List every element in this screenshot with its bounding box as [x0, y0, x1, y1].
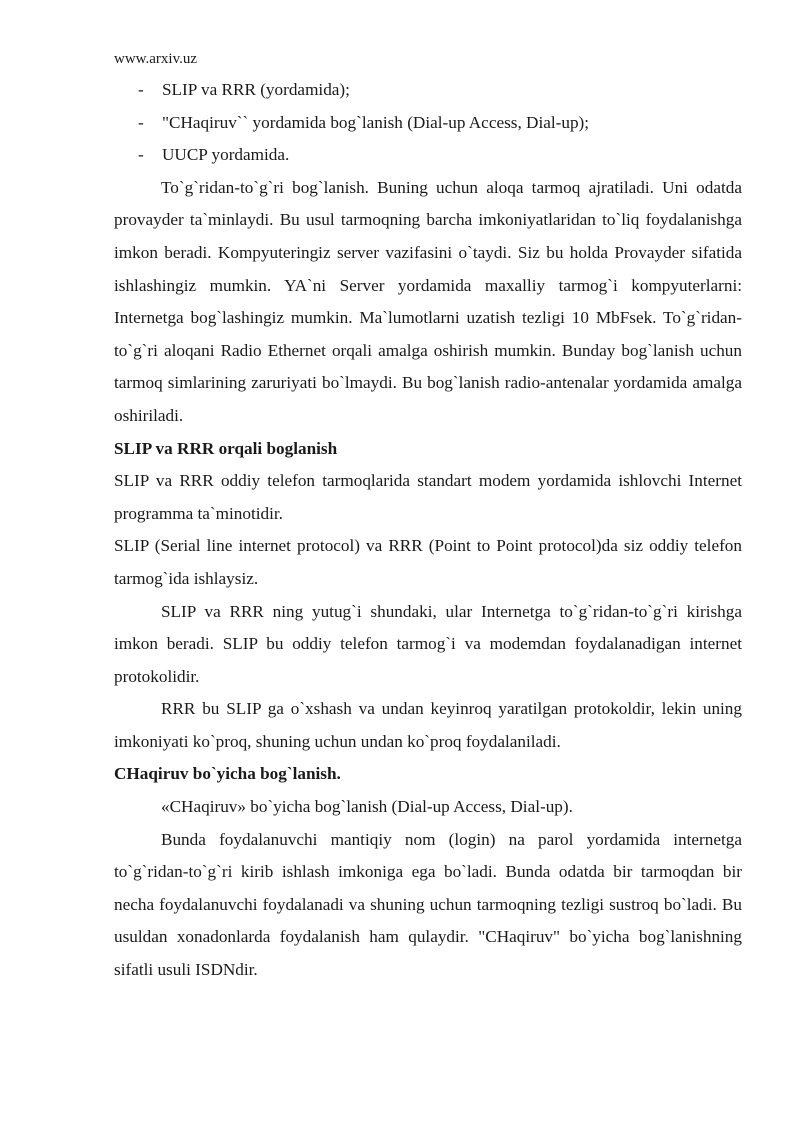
- bullet-item-uucp: [114, 139, 742, 172]
- site-header: www.arxiv.uz: [114, 51, 198, 67]
- section-heading-dialup: CHaqiruv bo`yicha bog`lanish.: [114, 764, 341, 784]
- paragraph-slip-1: SLIP va RRR oddiy telefon tarmoqlarida standart modem yordamida ishlovchi Internet programma ta`minotidir.: [114, 471, 742, 523]
- paragraph-direct-connection: To`g`ridan-to`g`ri bog`lanish. Buning uchun aloqa tarmoq ajratiladi. Uni odatda provayder ta`minlaydi. Bu usul tarmoqning barcha imkoniyatlaridan to`liq foydalanishga imkon beradi. Kompyuteringiz server vazifasini o`taydi. Siz bu holda Provayder sifatida ishlashingiz mumkin. YA`ni Server yordamida maxalliy tarmog`i kompyuterlarni: Internetga bog`lashingiz mumkin. Ma`lumotlarni uzatish tezligi 10 MbFsek. To`g`ridan-to`g`ri aloqani Radio Ethernet orqali amalga oshirish mumkin. Bunday bog`lanish uchun tarmoq simlarining zaruriyati bo`lmaydi. Bu bog`lanish radio-antenalar yordamida amalga oshiriladi.: [114, 177, 742, 425]
- bullet-text: "CHaqiruv`` yordamida bog`lanish (Dial-up Access, Dial-up);: [162, 112, 590, 132]
- document-body: [114, 74, 742, 987]
- bullet-item-dialup: [114, 107, 742, 140]
- paragraph-dialup-2: Bunda foydalanuvchi mantiqiy nom (login) na parol yordamida internetga to`g`ridan-to`g`ri kirib ishlash imkoniga ega bo`ladi. Bunda odatda bir tarmoqdan bir necha foydalanuvchi foydalanadi va shuning uchun tarmoqning tezligi sustroq bo`ladi. Bu usuldan xonadonlarda foydalanish ham qulaydir. "CHaqiruv" bo`yicha bog`lanishning sifatli usuli ISDNdir.: [114, 829, 742, 980]
- bullet-marker: -: [138, 112, 144, 132]
- bullet-marker: -: [138, 80, 144, 99]
- section-heading-slip: SLIP va RRR orqali boglanish: [114, 438, 338, 458]
- bullet-item-slip: [114, 74, 742, 107]
- bullet-marker: -: [138, 145, 144, 165]
- bullet-text: UUCP yordamida.: [162, 145, 290, 165]
- paragraph-slip-2: SLIP (Serial line internet protocol) va RRR (Point to Point protocol)da siz oddiy telefon tarmog`ida ishlaysiz.: [114, 536, 742, 588]
- paragraph-slip-3: SLIP va RRR ning yutug`i shundaki, ular Internetga to`g`ridan-to`g`ri kirishga imkon beradi. SLIP bu oddiy telefon tarmog`i va modemdan foydalanadigan internet protokolidir.: [114, 601, 742, 686]
- bullet-text: SLIP va RRR (yordamida);: [162, 80, 350, 99]
- paragraph-slip-4: RRR bu SLIP ga o`xshash va undan keyinroq yaratilgan protokoldir, lekin uning imkoniyati ko`proq, shuning uchun undan ko`proq foydalaniladi.: [114, 699, 742, 751]
- paragraph-dialup-1: «CHaqiruv» bo`yicha bog`lanish (Dial-up Access, Dial-up).: [161, 797, 573, 817]
